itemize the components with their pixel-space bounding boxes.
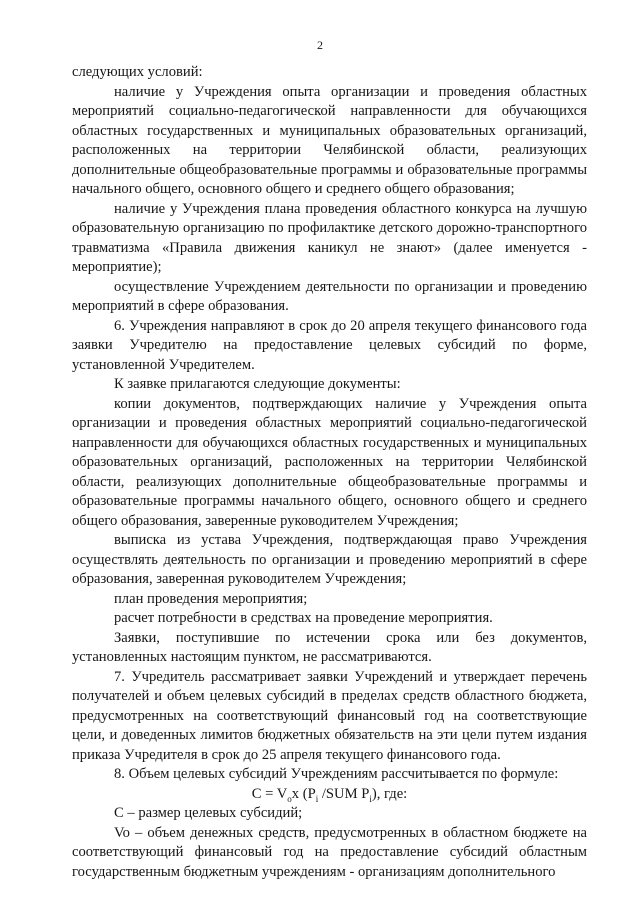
paragraph: Заявки, поступившие по истечении срока или без документов, установленных настоящим пунктом, не рассматриваются. [72,629,587,665]
paragraph: план проведения мероприятия; [114,590,308,607]
paragraph: выписка из устава Учреждения, подтверждающая право Учреждения осуществлять деятельность по организации и проведению мероприятий в сфере образования, заверенная руководителем Учреждения; [72,532,587,587]
page-number: 2 [317,38,323,52]
paragraph: 6. Учреждения направляют в срок до 20 апреля текущего финансового года заявки Учредителю на предоставление целевых субсидий по форме, установленной Учредителем. [72,317,587,373]
paragraph: копии документов, подтверждающих наличие у Учреждения опыта организации и проведения областных мероприятий социально-педагогической направленности для обучающихся областных государственных и муниципальных образовательных организаций, расположенных на территории Челябинской области, реализующих дополнительные общеобразовательные программы и образовательные программы начального общего, основного общего и среднего общего образования, заверенные руководителем Учреждения; [72,395,587,529]
paragraph: К заявке прилагаются следующие документы: [114,376,401,392]
formula: $C = V_ox$ ($P_i$ /SUM $P_i$), где: [251,785,408,804]
paragraph: наличие у Учреждения опыта организации и проведения областных мероприятий социально-педагогической направленности для обучающихся областных государственных и муниципальных образовательных организаций, расположенных на территории Челябинской области, реализующих дополнительные общеобразовательные программы и образовательные программы начального общего, основного общего и среднего общего образования; [72,83,587,197]
paragraph: 7. Учредитель рассматривает заявки Учреждений и утверждает перечень получателей и объем целевых субсидий в пределах средств областного бюджета, предусмотренных на соответствующий финансовый год на соответствующие цели, и доведенных лимитов бюджетных обязательств на эти цели путем издания приказа Учредителя в срок до 25 апреля текущего финансового года. [72,668,587,763]
document-body [72,63,587,882]
paragraph: осуществление Учреждением деятельности по организации и проведению мероприятий в сфере образования. [72,278,587,314]
definition: Vo – объем денежных средств, предусмотренных в областном бюджете на соответствующий финансовый год на предоставление субсидий областным государственным бюджетным учреждениям - организациям дополнительного [72,824,587,880]
paragraph: следующих условий: [72,64,203,80]
paragraph: 8. Объем целевых субсидий Учреждениям рассчитывается по формуле: [114,766,559,782]
paragraph: наличие у Учреждения плана проведения областного конкурса на лучшую образовательную организацию по профилактике детского дорожно-транспортного травматизма «Правила движения каникул не знают» (далее именуется - мероприятие); [72,200,587,275]
paragraph: расчет потребности в средствах на проведение мероприятия. [114,610,493,626]
definition: C – размер целевых субсидий; [114,805,303,821]
